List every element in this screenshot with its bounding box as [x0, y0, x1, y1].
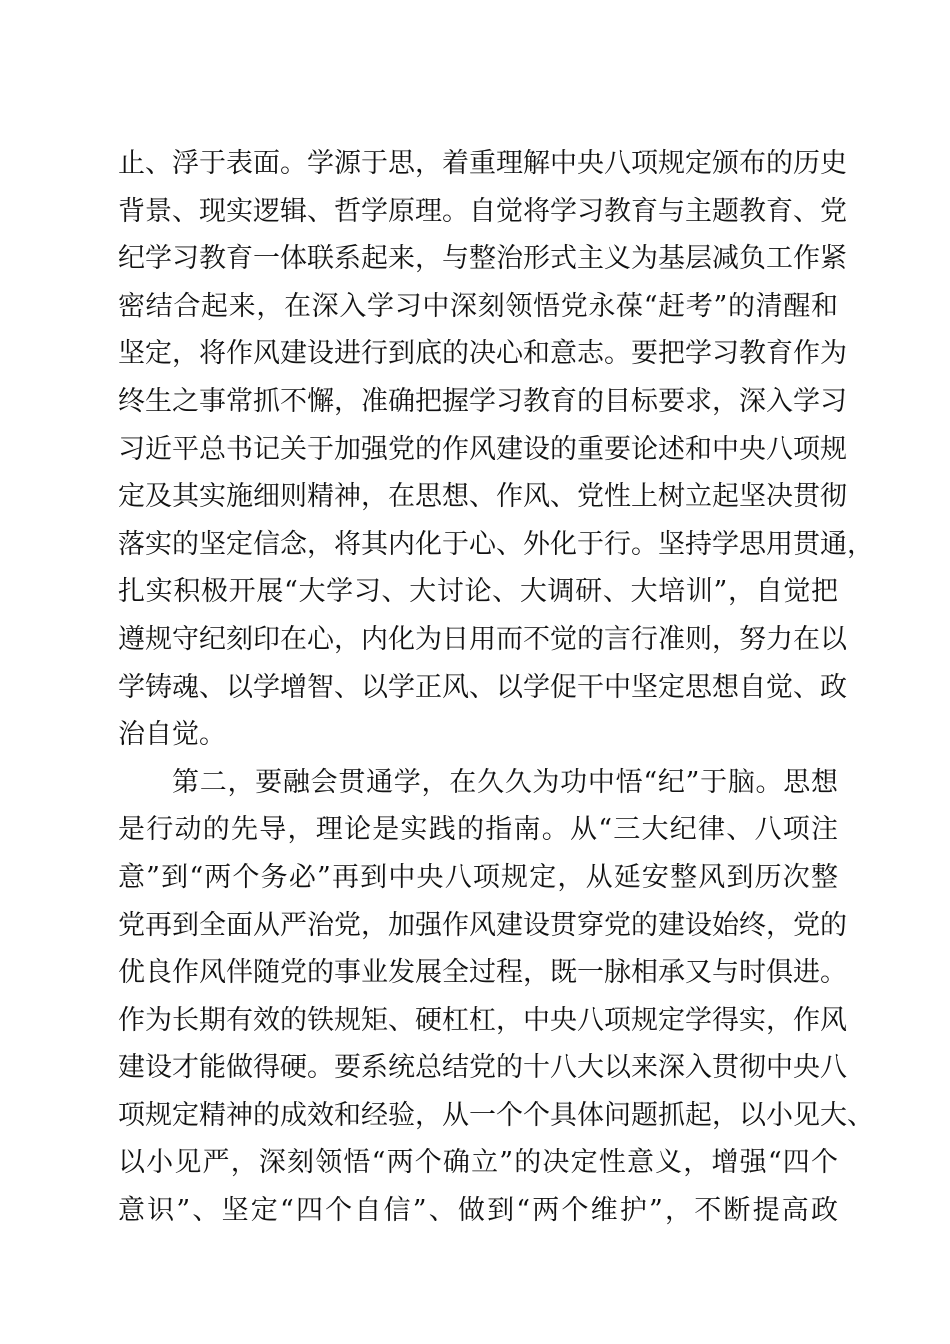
text-line: 党再到全面从严治党，加强作风建设贯穿党的建设始终，党的 [118, 909, 847, 941]
text-line: 终生之事常抓不懈，准确把握学习教育的目标要求，深入学习 [118, 385, 847, 417]
text-line: 是行动的先导，理论是实践的指南。从“三大纪律、八项注 [118, 814, 838, 846]
text-line: 纪学习教育一体联系起来，与整治形式主义为基层减负工作紧 [118, 243, 847, 275]
text-line: 治自觉。 [118, 719, 226, 751]
text-line: 意识”、坚定“四个自信”、做到“两个维护”，不断提高政 [118, 1195, 838, 1227]
text-line: 止、浮于表面。学源于思，着重理解中央八项规定颁布的历史 [118, 148, 847, 179]
text-line: 意”到“两个务必”再到中央八项规定，从延安整风到历次整 [118, 861, 838, 893]
paragraph-start-line: 第二，要融会贯通学，在久久为功中悟“纪”于脑。思想 [172, 766, 838, 798]
text-line: 遵规守纪刻印在心，内化为日用而不觉的言行准则，努力在以 [118, 623, 847, 655]
text-line: 优良作风伴随党的事业发展全过程，既一脉相承又与时俱进。 [118, 957, 847, 989]
body-text [118, 140, 874, 1235]
text-line: 背景、现实逻辑、哲学原理。自觉将学习教育与主题教育、党 [118, 195, 847, 227]
text-line: 落实的坚定信念，将其内化于心、外化于行。坚持学思用贯通， [118, 528, 874, 560]
text-line: 建设才能做得硬。要系统总结党的十八大以来深入贯彻中央八 [118, 1052, 847, 1084]
text-line: 定及其实施细则精神，在思想、作风、党性上树立起坚决贯彻 [118, 481, 847, 513]
text-line: 作为长期有效的铁规矩、硬杠杠，中央八项规定学得实，作风 [118, 1004, 847, 1036]
text-line: 扎实积极开展“大学习、大讨论、大调研、大培训”，自觉把 [118, 576, 838, 608]
text-line: 习近平总书记关于加强党的作风建设的重要论述和中央八项规 [118, 433, 847, 465]
text-line: 项规定精神的成效和经验，从一个个具体问题抓起，以小见大、 [118, 1099, 874, 1131]
text-line: 学铸魂、以学增智、以学正风、以学促干中坚定思想自觉、政 [118, 671, 847, 703]
text-line: 密结合起来，在深入学习中深刻领悟党永葆“赶考”的清醒和 [118, 290, 838, 322]
text-line: 坚定，将作风建设进行到底的决心和意志。要把学习教育作为 [118, 338, 847, 370]
text-line: 以小见严，深刻领悟“两个确立”的决定性意义，增强“四个 [118, 1147, 838, 1179]
